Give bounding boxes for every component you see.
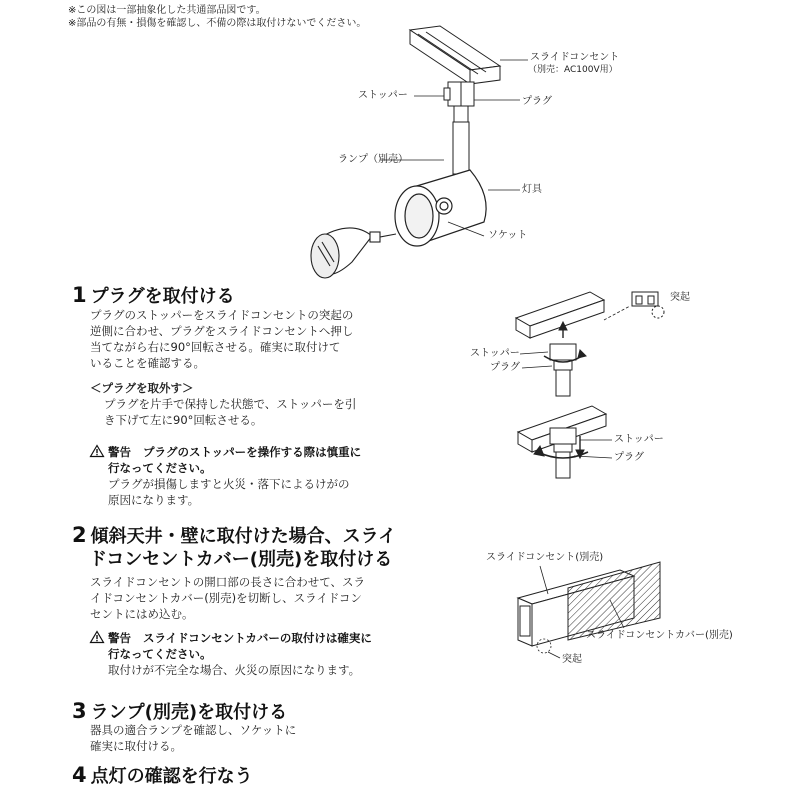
step2-fig-cover: スライドコンセントカバー(別売) xyxy=(586,630,733,641)
step2-warning-text-2: 行なってください。 xyxy=(108,647,212,661)
step2-fig-outlet: スライドコンセント(別売) xyxy=(486,552,604,563)
step2-body-line: イドコンセントカバー(別売)を切断し、スライドコン xyxy=(90,591,362,605)
step1-remove-heading: ＜プラグを取外す＞ xyxy=(90,381,194,395)
step2-body-line: セントにはめ込む。 xyxy=(90,607,194,621)
step2-number: 2 xyxy=(72,523,87,547)
step1-warning-body-line: 原因になります。 xyxy=(108,493,200,507)
warning-label: 警告 xyxy=(108,631,131,645)
step1-number: 1 xyxy=(72,283,87,307)
label-fixture: 灯具 xyxy=(522,184,542,195)
step3-heading xyxy=(72,700,287,724)
label-stopper: ストッパー xyxy=(358,90,408,101)
step2-body-line: スライドコンセントの開口部の長さに合わせて、スラ xyxy=(90,575,365,589)
step4-title: 点灯の確認を行なう xyxy=(90,766,253,787)
step1-fig-protrusion: 突起 xyxy=(670,292,690,303)
step3-body xyxy=(90,722,296,754)
step1-body-line: いることを確認する。 xyxy=(90,356,205,370)
step3-title: ランプ(別売)を取付ける xyxy=(90,702,288,723)
note-line-2: ※部品の有無・損傷を確認し、不備の際は取付けないでください。 xyxy=(68,18,367,29)
step1-body-line: プラグのストッパーをスライドコンセントの突起の xyxy=(90,308,354,322)
step3-body-line: 器具の適合ランプを確認し、ソケットに xyxy=(90,723,297,737)
step2-protrusion-leader xyxy=(548,652,560,658)
label-slide-outlet: スライドコンセント xyxy=(530,52,620,63)
step1-title: プラグを取付ける xyxy=(90,286,235,307)
step2-title-2: ドコンセントカバー(別売)を取付ける xyxy=(89,549,393,570)
step4-heading xyxy=(72,764,253,788)
step1-remove-line: プラグを片手で保持した状態で、ストッパーを引 xyxy=(104,397,357,411)
step1-warning-text-2: 行なってください。 xyxy=(108,461,212,475)
step3-number: 3 xyxy=(72,699,87,723)
label-lamp: ランプ（別売） xyxy=(338,154,408,165)
step1-fig-stopper-b: ストッパー xyxy=(614,434,664,445)
step2-warning-body-line: 取付けが不完全な場合、火災の原因になります。 xyxy=(108,663,361,677)
step1-body-line: 当てながら右に90°回転させる。確実に取付けて xyxy=(90,340,341,354)
step2-title-1: 傾斜天井・壁に取付けた場合、スライ xyxy=(90,526,397,547)
step1-fig-stopper-a: ストッパー xyxy=(470,348,520,359)
step1-warning-text-1: プラグのストッパーを操作する際は慎重に xyxy=(143,445,362,459)
step3-body-line: 確実に取付ける。 xyxy=(90,739,182,753)
note-line-1: ※この図は一部抽象化した共通部品図です。 xyxy=(68,5,266,16)
step1-warning-body-line: プラグが損傷しますと火災・落下によるけがの xyxy=(108,477,350,491)
step1-fig-plug-b: プラグ xyxy=(614,452,644,463)
step1-remove-line: き下げて左に90°回転させる。 xyxy=(104,413,263,427)
label-slide-outlet-sub: （別売：AC100V用） xyxy=(528,65,618,75)
label-plug: プラグ xyxy=(522,96,552,107)
step1-body-line: 逆側に合わせ、プラグをスライドコンセントへ押し xyxy=(90,324,354,338)
step2-fig-protrusion: 突起 xyxy=(562,654,582,665)
label-socket: ソケット xyxy=(488,230,528,241)
warning-label: 警告 xyxy=(108,445,131,459)
step4-number: 4 xyxy=(72,763,87,787)
step1-fig-plug-a: プラグ xyxy=(490,362,520,373)
step2-warning-text-1: スライドコンセントカバーの取付けは確実に xyxy=(143,631,372,645)
step2-outlet-leader xyxy=(540,566,548,594)
